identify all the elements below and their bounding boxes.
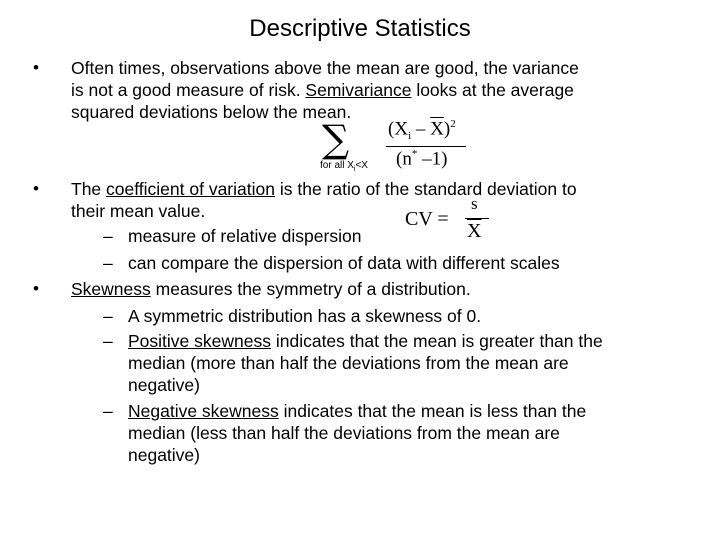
- bullet1-line1: Often times, observations above the mean are good, the variance: [71, 58, 579, 78]
- bullet-marker: •: [33, 279, 39, 298]
- bullet2-sub1: measure of relative dispersion: [128, 226, 362, 246]
- bullet3-sub3-line2: median (less than half the deviations from the mean are: [128, 423, 560, 443]
- sigma-symbol: ∑: [322, 117, 350, 161]
- dash-marker: –: [103, 226, 113, 246]
- cv-denominator: $\overline{X}$: [467, 220, 482, 242]
- bullet3-sub3: Negative skewness indicates that the mean is less than the: [128, 401, 587, 421]
- cv-numerator: s: [471, 194, 478, 213]
- bullet2-sub2: can compare the dispersion of data with different scales: [128, 253, 560, 273]
- semivariance-term: Semivariance: [305, 80, 412, 100]
- bullet1-line2: [71, 79, 574, 101]
- semivariance-formula: [318, 118, 478, 176]
- dash-marker: –: [103, 401, 113, 421]
- bullet3-sub2-line2: median (more than half the deviations from the mean are: [128, 353, 569, 373]
- bullet3-sub3-line3: negative): [128, 445, 200, 465]
- page-title: Descriptive Statistics: [249, 15, 471, 42]
- skewness-term: Skewness: [71, 279, 151, 299]
- bullet3-sub1: A symmetric distribution has a skewness of 0.: [128, 306, 482, 326]
- fraction-bar: [386, 146, 466, 147]
- dash-marker: –: [103, 253, 113, 273]
- bullet1-line3: squared deviations below the mean.: [71, 102, 352, 122]
- coefficient-of-variation-term: coefficient of variation: [106, 179, 275, 199]
- dash-marker: –: [103, 331, 113, 351]
- bullet1-line2-pre: is not a good measure of risk.: [71, 80, 306, 100]
- sigma-subscript: for all $X_i<X$: [320, 160, 368, 173]
- bullet2-line2: their mean value.: [71, 201, 206, 221]
- bullet3-sub2: Positive skewness indicates that the mean is greater than the: [128, 331, 603, 351]
- negative-skewness-term: Negative skewness: [128, 401, 279, 421]
- dash-marker: –: [103, 306, 113, 326]
- fraction-bar: [465, 218, 489, 219]
- semivariance-denominator: (n* –1): [396, 148, 448, 170]
- bullet2-line1: The coefficient of variation is the ratio of the standard deviation to: [71, 179, 577, 199]
- semivariance-numerator: $(X_i - \overline{X})^2$: [388, 118, 456, 143]
- cv-lhs: CV =: [405, 208, 449, 230]
- bullet3-line1: Skewness measures the symmetry of a distribution.: [71, 279, 471, 299]
- bullet-marker: •: [33, 58, 39, 77]
- bullet-marker: •: [33, 179, 39, 198]
- positive-skewness-term: Positive skewness: [128, 331, 271, 351]
- bullet3-sub2-line3: negative): [128, 375, 200, 395]
- bullet1-line2-post: looks at the average: [411, 80, 574, 100]
- cv-formula: [405, 194, 495, 244]
